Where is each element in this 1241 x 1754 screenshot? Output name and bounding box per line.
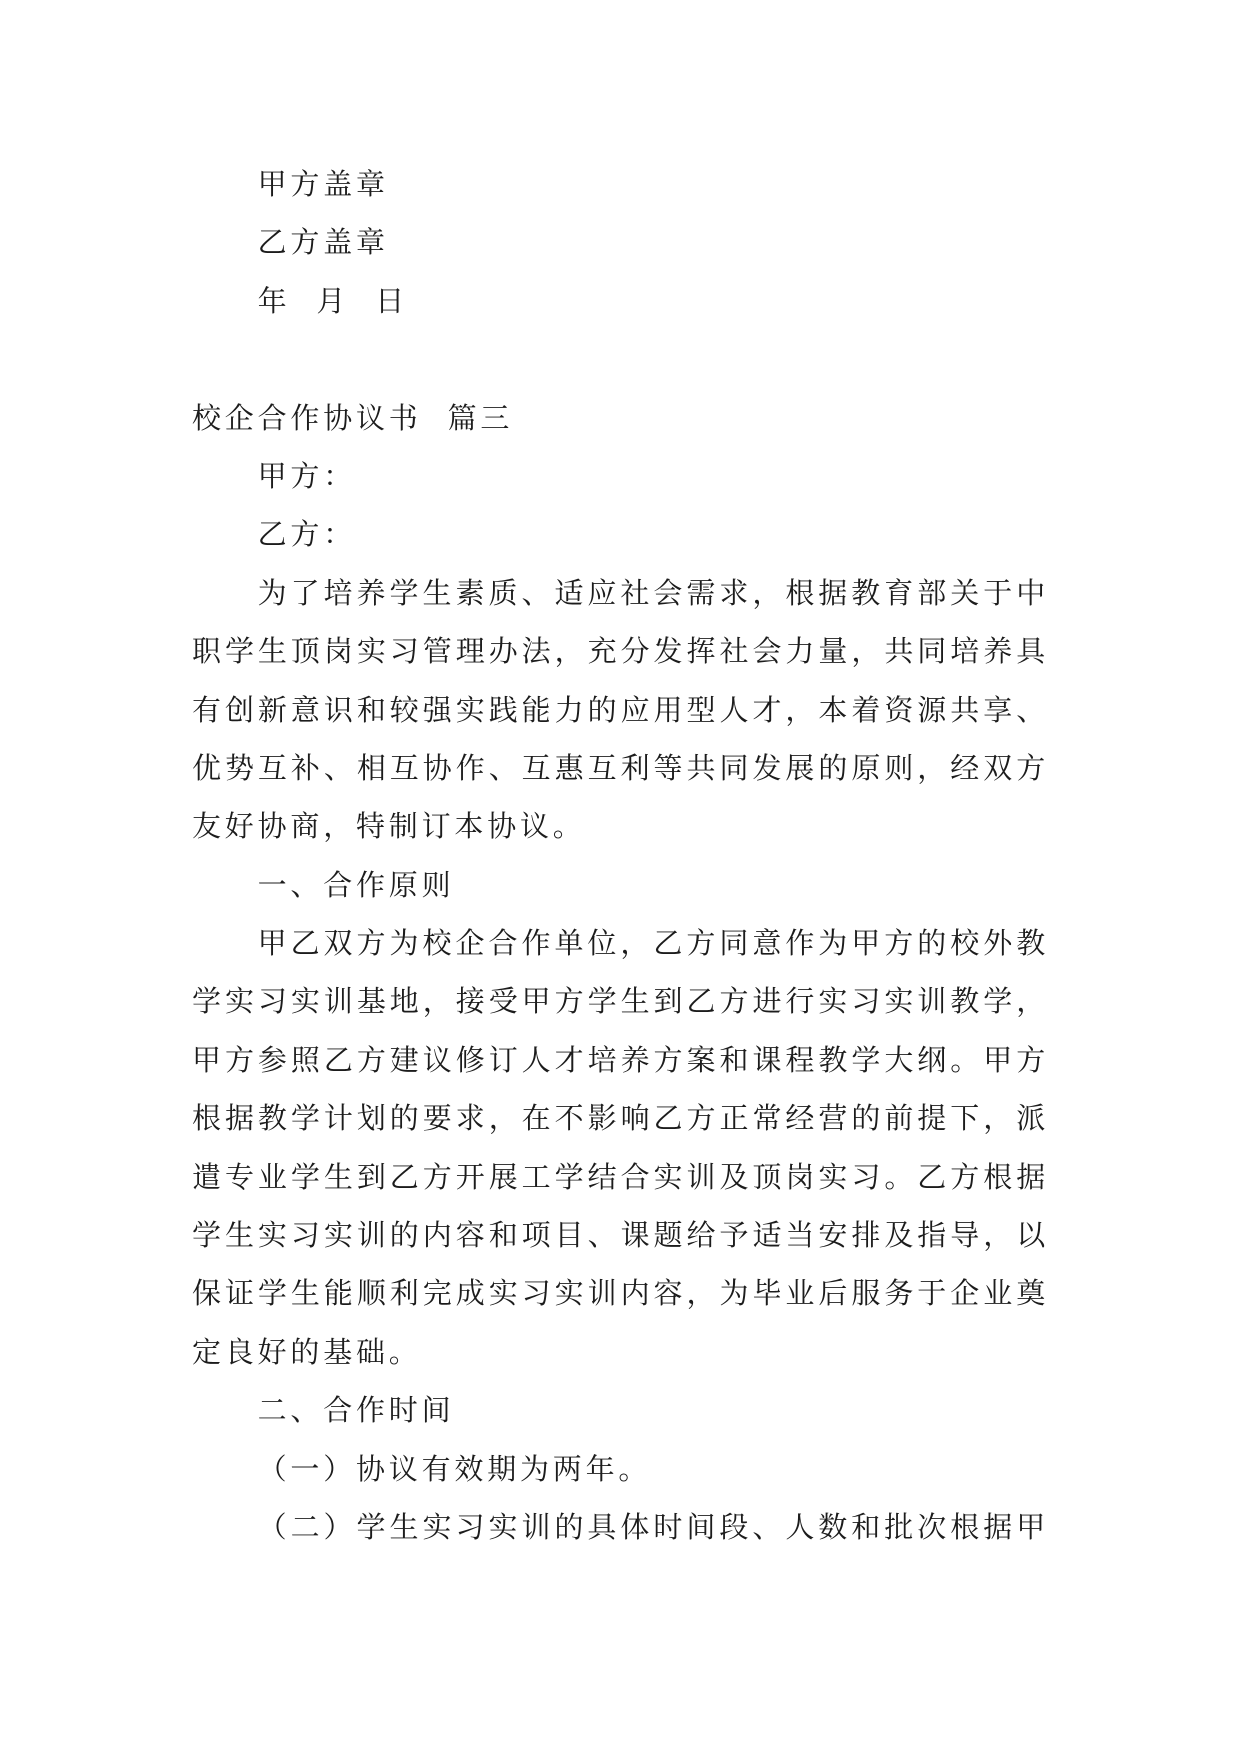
principle-paragraph-line: 定良好的基础。	[192, 1334, 422, 1369]
party-b-seal-label: 乙方盖章	[257, 225, 389, 260]
principle-paragraph-line: 学生实习实训的内容和项目、课题给予适当安排及指导，以	[192, 1218, 1049, 1253]
intro-paragraph-line: 为了培养学生素质、适应社会需求，根据教育部关于中	[257, 575, 1049, 610]
section-heading-cooperation-principle: 一、合作原则	[257, 867, 455, 902]
principle-paragraph-line: 甲方参照乙方建议修订人才培养方案和课程教学大纲。甲方	[192, 1042, 1049, 1077]
party-b-label: 乙方：	[257, 517, 356, 552]
section-heading-cooperation-period: 二、合作时间	[257, 1393, 455, 1428]
party-a-seal-label: 甲方盖章	[257, 167, 389, 201]
intro-paragraph-line: 有创新意识和较强实践能力的应用型人才，本着资源共享、	[192, 692, 1049, 727]
principle-paragraph-line: 保证学生能顺利完成实习实训内容，为毕业后服务于企业奠	[192, 1276, 1049, 1311]
principle-paragraph-line: 学实习实训基地，接受甲方学生到乙方进行实习实训教学，	[192, 984, 1049, 1019]
principle-paragraph-line: 甲乙双方为校企合作单位，乙方同意作为甲方的校外教	[257, 926, 1049, 961]
party-a-label: 甲方：	[257, 458, 356, 493]
intro-paragraph-line: 职学生顶岗实习管理办法，充分发挥社会力量，共同培养具	[192, 634, 1049, 669]
intro-paragraph-line: 友好协商，特制订本协议。	[192, 809, 586, 844]
intro-paragraph-line: 优势互补、相互协作、互惠互利等共同发展的原则，经双方	[192, 750, 1049, 785]
date-line: 年 月 日	[257, 283, 409, 318]
principle-paragraph-line: 遣专业学生到乙方开展工学结合实训及顶岗实习。乙方根据	[192, 1159, 1049, 1194]
list-item-validity-period: （一）协议有效期为两年。	[257, 1451, 652, 1486]
list-item-internship-schedule: （二）学生实习实训的具体时间段、人数和批次根据甲	[257, 1509, 1049, 1544]
document-title: 校企合作协议书 篇三	[192, 400, 514, 435]
principle-paragraph-line: 根据教学计划的要求，在不影响乙方正常经营的前提下，派	[192, 1101, 1049, 1136]
